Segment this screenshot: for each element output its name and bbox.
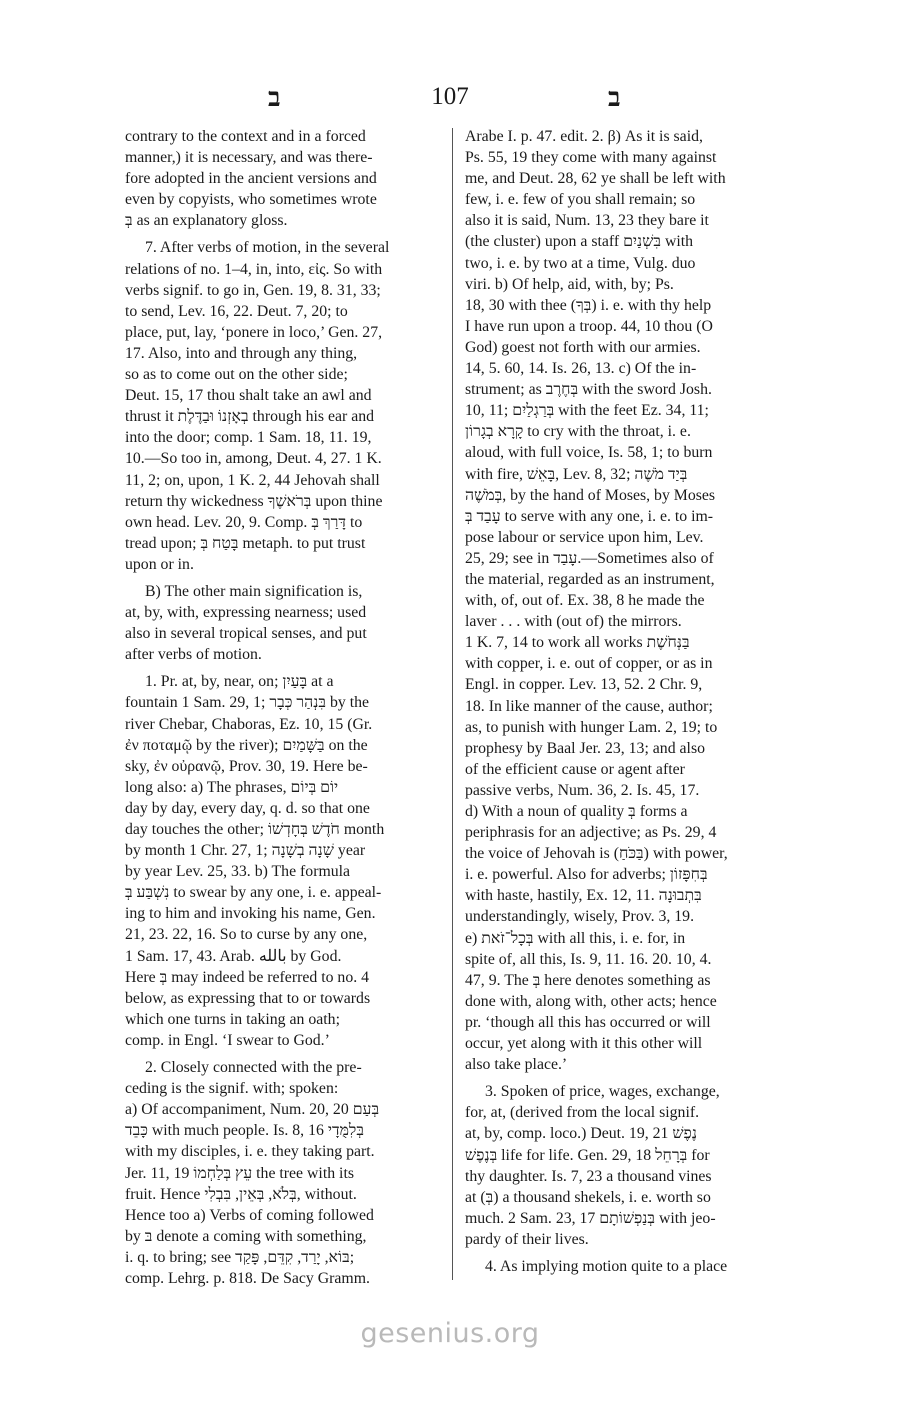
text-line: i. q. to bring; see בּוֹא, יָרַד, קִדֵּם, פָּקַד; <box>125 1248 355 1266</box>
text-line: 18. In like manner of the cause, author; <box>465 697 713 715</box>
text-line: ceding is the signif. with; spoken: <box>125 1080 339 1098</box>
text-line: with copper, i. e. out of copper, or as in <box>465 655 713 673</box>
text-line: 47, 9. The בְּ here denotes something as <box>465 971 711 989</box>
text-line: fruit. Hence בְּלֹא, בְּאֵין, בִּבְלִי, without. <box>125 1185 357 1203</box>
text-line: 21, 23. 22, 16. So to curse by any one, <box>125 926 368 944</box>
text-line: 10.—So too in, among, Deut. 4, 27. 1 K. <box>125 450 382 468</box>
text-line: a) Of accompaniment, Num. 20, 20 בְּעַם <box>125 1101 380 1119</box>
text-line: comp. Lehrg. p. 818. De Sacy Gramm. <box>125 1269 370 1287</box>
text-line: passive verbs, Num. 36, 2. Is. 45, 17. <box>465 781 700 799</box>
text-line: Ps. 55, 19 they come with many against <box>465 149 717 167</box>
text-line: Hence too a) Verbs of coming followed <box>125 1206 374 1224</box>
text-line: by בּ denote a coming with something, <box>125 1227 367 1245</box>
text-line: after verbs of motion. <box>125 646 262 664</box>
text-line: כָּבֵד with much people. Is. 8, 16 בְּלִמֻּדָי <box>125 1122 364 1140</box>
text-line: 1 K. 7, 14 to work all works בַּנְּחֹשֶׁת <box>465 634 690 652</box>
paragraph <box>125 126 440 231</box>
text-line: at (בְּ) a thousand shekels, i. e. worth so <box>465 1188 711 1206</box>
text-line: comp. in Engl. ‘I swear to God.’ <box>125 1031 330 1049</box>
text-line: Here בְּ may indeed be referred to no. 4 <box>125 968 370 986</box>
text-line: pose labour or service upon him, Lev. <box>465 528 704 546</box>
text-line: 17. Also, into and through any thing, <box>125 344 358 362</box>
text-line: (the cluster) upon a staff בִּשְׁנַיִם with <box>465 233 694 251</box>
text-line: I have run upon a troop. 44, 10 thou (O <box>465 317 713 335</box>
text-line: fore adopted in the ancient versions and <box>125 170 377 188</box>
text-line: 25, 29; see in עָבַד.—Sometimes also of <box>465 549 714 567</box>
page-header <box>0 83 900 113</box>
text-line: as, to punish with hunger Lam. 2, 19; to <box>465 718 718 736</box>
text-line: strument; as בְּחֶרֶב with the sword Josh. <box>465 381 712 399</box>
text-line: done with, along with, other acts; hence <box>465 992 717 1010</box>
column-divider <box>452 128 453 1280</box>
left-column <box>125 126 440 1289</box>
text-line: by year Lev. 25, 33. b) The formula <box>125 863 351 881</box>
text-line: long also: a) The phrases, יוֹם בְּיוֹם <box>125 778 339 796</box>
paragraph <box>465 1256 781 1277</box>
text-line: 14, 5. 60, 14. Is. 26, 13. c) Of the in- <box>465 360 697 378</box>
text-line: B) The other main signification is, <box>145 582 363 600</box>
text-line: with my disciples, i. e. they taking part. <box>125 1143 375 1161</box>
paragraph <box>125 237 440 575</box>
text-line: fountain 1 Sam. 29, 1; בִּנְהַר כְּבָר by the <box>125 694 369 712</box>
text-line: few, i. e. few of you shall remain; so <box>465 191 696 209</box>
text-line: much. 2 Sam. 23, 17 בְּנַפְשׁוֹתָם with jeo- <box>465 1209 716 1227</box>
text-line: i. e. powerful. Also for adverbs; בְּחִפָּזוֹן <box>465 866 708 884</box>
paragraph <box>125 1057 440 1289</box>
text-line: by month 1 Chr. 27, 1; שָׁנָה בְשָׁנָה year <box>125 842 366 860</box>
text-line: Jer. 11, 19 עֵץ בְּלַחְמוֹ the tree with its <box>125 1164 354 1182</box>
text-line: thrust it בְאָזְנוֹ וּבַדֶּלֶת through his ear and <box>125 408 375 426</box>
text-line: with fire, בָּאֵשׁ, Lev. 8, 32; בְּיַד מֹשֶׁה <box>465 465 688 483</box>
text-line: Engl. in copper. Lev. 13, 52. 2 Chr. 9, <box>465 676 703 694</box>
text-line: which one turns in taking an oath; <box>125 1010 340 1028</box>
header-letter-right: ב <box>608 83 621 112</box>
text-line: at, by, comp. loco.) Deut. 19, 21 נֶפֶשׁ <box>465 1125 697 1143</box>
paragraph <box>465 126 781 1075</box>
text-line: 2. Closely connected with the pre- <box>145 1059 362 1077</box>
text-line: נִשְׁבַּע בְּ to swear by any one, i. e. appeal- <box>125 884 382 902</box>
text-line: d) With a noun of quality בְּ forms a <box>465 803 688 820</box>
text-line: also in several tropical senses, and put <box>125 625 367 643</box>
text-line: 11, 2; on, upon, 1 K. 2, 44 Jehovah shall <box>125 471 380 489</box>
text-line: 10, 11; בְּרַגְלַיִם with the feet Ez. 34, 11; <box>465 402 709 420</box>
text-line: 3. Spoken of price, wages, exchange, <box>485 1083 720 1101</box>
text-line: occur, yet along with it this other will <box>465 1035 703 1053</box>
text-line: ἐν ποταμῷ by the river); בַּשָּׁמַיִם on the <box>125 736 368 754</box>
text-line: 1 Sam. 17, 43. Arab. بالله by God. <box>125 947 342 965</box>
text-line: with, of, out of. Ex. 38, 8 he made the <box>465 592 705 610</box>
text-line: return thy wickedness בְּרֹאשֶׁךָ upon thine <box>125 492 383 510</box>
text-line: בְּ as an explanatory gloss. <box>125 212 288 230</box>
text-line: pardy of their lives. <box>465 1230 589 1248</box>
text-line: Arabe I. p. 47. edit. 2. β) As it is said, <box>465 128 703 145</box>
text-line: aloud, with full voice, Is. 58, 1; to burn <box>465 444 713 462</box>
text-line: sky, ἐν οὐρανῷ, Prov. 30, 19. Here be- <box>125 757 368 775</box>
paragraph <box>465 1081 781 1250</box>
header-letter-left: ב <box>268 83 281 112</box>
paragraph <box>125 671 440 1051</box>
text-line: verbs signif. to go in, Gen. 19, 8. 31, 33; <box>125 281 381 299</box>
right-column <box>465 126 781 1277</box>
text-line: thy daughter. Is. 7, 23 a thousand vines <box>465 1167 712 1185</box>
text-line: 18, 30 with thee (בְּךָ) i. e. with thy help <box>465 296 712 314</box>
text-line: Deut. 15, 17 thou shalt take an awl and <box>125 387 372 405</box>
text-line: with haste, hastily, Ex. 12, 11. בִּתְבוּנָה <box>465 887 702 905</box>
text-line: day touches the other; חֹדֶשׁ בְּחָדְשׁוֹ month <box>125 821 385 838</box>
text-line: viri. b) Of help, aid, with, by; Ps. <box>465 275 674 293</box>
text-line: below, as expressing that to or towards <box>125 989 371 1007</box>
text-line: upon or in. <box>125 555 194 573</box>
watermark: gesenius.org <box>360 1318 540 1349</box>
text-line: also it is said, Num. 13, 23 they bare it <box>465 212 709 230</box>
text-line: pr. ‘though all this has occurred or will <box>465 1013 711 1031</box>
text-line: day by day, every day, q. d. so that one <box>125 799 370 817</box>
text-line: ing to him and invoking his name, Gen. <box>125 905 376 923</box>
text-line: into the door; comp. 1 Sam. 18, 11. 19, <box>125 429 372 447</box>
text-line: of the efficient cause or agent after <box>465 760 685 778</box>
text-line: tread upon; בָּטַח בְּ metaph. to put trust <box>125 534 366 552</box>
text-line: to send, Lev. 16, 22. Deut. 7, 20; to <box>125 302 348 320</box>
text-line: understandingly, wisely, Prov. 3, 19. <box>465 908 695 926</box>
text-line: spite of, all this, Is. 9, 11. 16. 20. 10, 4. <box>465 950 712 968</box>
text-line: relations of no. 1–4, in, into, εἰς. So with <box>125 260 383 278</box>
paragraph <box>125 581 440 665</box>
text-line: God) goest not forth with our armies. <box>465 338 701 356</box>
text-line: river Chebar, Chaboras, Ez. 10, 15 (Gr. <box>125 715 373 733</box>
page-number: 107 <box>431 83 469 110</box>
text-line: so as to come out on the other side; <box>125 366 348 384</box>
text-line: the voice of Jehovah is (בַּכֹּחַ) with power, <box>465 845 728 863</box>
text-line: place, put, lay, ‘ponere in loco,’ Gen. 27, <box>125 323 383 341</box>
text-line: even by copyists, who sometimes wrote <box>125 191 377 209</box>
text-line: manner,) it is necessary, and was there- <box>125 149 373 167</box>
text-line: prophesy by Baal Jer. 23, 13; and also <box>465 739 705 757</box>
text-line: for, at, (derived from the local signif. <box>465 1104 700 1122</box>
text-line: own head. Lev. 20, 9. Comp. דָּרַךְ בְּ to <box>125 513 363 531</box>
text-line: the material, regarded as an instrument, <box>465 570 715 588</box>
text-line: 7. After verbs of motion, in the several <box>145 239 390 257</box>
text-line: 1. Pr. at, by, near, on; בָּעַיִן at a <box>145 673 334 691</box>
text-line: at, by, with, expressing nearness; used <box>125 604 367 622</box>
text-line: בְּנֶפֶשׁ life for life. Gen. 29, 18 בְּרָחֵל for <box>465 1146 710 1164</box>
text-line: laver . . . with (out of) the mirrors. <box>465 613 682 631</box>
text-line: קָרָא בְגָרוֹן to cry with the throat, i. e. <box>465 423 691 441</box>
text-line: me, and Deut. 28, 62 ye shall be left with <box>465 170 726 188</box>
text-line: also take place.’ <box>465 1056 568 1074</box>
text-line: periphrasis for an adjective; as Ps. 29, 4 <box>465 824 717 842</box>
text-line: e) בְּכָל־זֹאת with all this, i. e. for, in <box>465 929 686 947</box>
text-line: עָבַד בְּ to serve with any one, i. e. to im- <box>465 507 714 525</box>
text-line: two, i. e. by two at a time, Vulg. duo <box>465 254 696 272</box>
text-line: contrary to the context and in a forced <box>125 128 366 145</box>
text-line: בְּמֹשֶׁה, by the hand of Moses, by Moses <box>465 486 716 504</box>
text-line: 4. As implying motion quite to a place <box>485 1257 728 1275</box>
